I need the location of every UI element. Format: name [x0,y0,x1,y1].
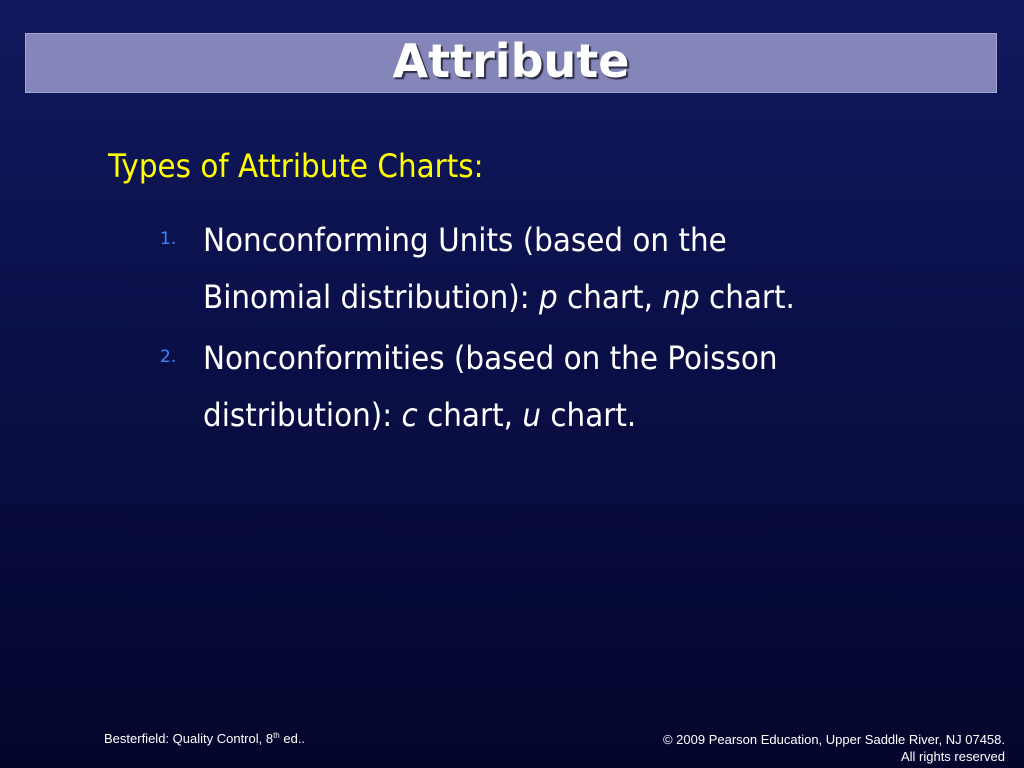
text-run: chart, [557,278,663,316]
text-run: distribution): [203,396,402,434]
footer-text: Besterfield: Quality Control, 8 [104,731,274,746]
slide-title: Attribute [392,34,630,88]
chart-symbol: u [522,396,541,434]
list-item-line [203,269,795,326]
text-run: chart. [699,278,795,316]
chart-symbol: c [401,396,418,434]
footer-copyright [663,731,1005,765]
chart-symbol: p [539,278,558,316]
footer-text: ed.. [279,731,306,746]
list-item-number: 1. [160,229,177,249]
footer-superscript: th [273,731,280,740]
text-run: chart. [540,396,637,434]
chart-symbol: np [662,278,700,316]
list-item-line: Nonconformities (based on the Poisson [203,339,778,377]
copyright-line: © 2009 Pearson Education, Upper Saddle River, NJ 07458. [662,732,1005,747]
list-item [160,212,940,326]
list-item-line: Nonconforming Units (based on the [203,221,727,259]
footer-citation [104,731,305,746]
section-heading: Types of Attribute Charts: [108,147,484,185]
title-bar [25,33,997,93]
list-item-text [203,330,778,444]
text-run: Binomial distribution): [203,278,540,316]
text-run: chart, [417,396,523,434]
rights-line: All rights reserved [900,749,1005,764]
list-item-number: 2. [160,347,177,367]
list-item [160,330,940,444]
list-item-text [203,212,795,326]
list-item-line [203,387,778,444]
